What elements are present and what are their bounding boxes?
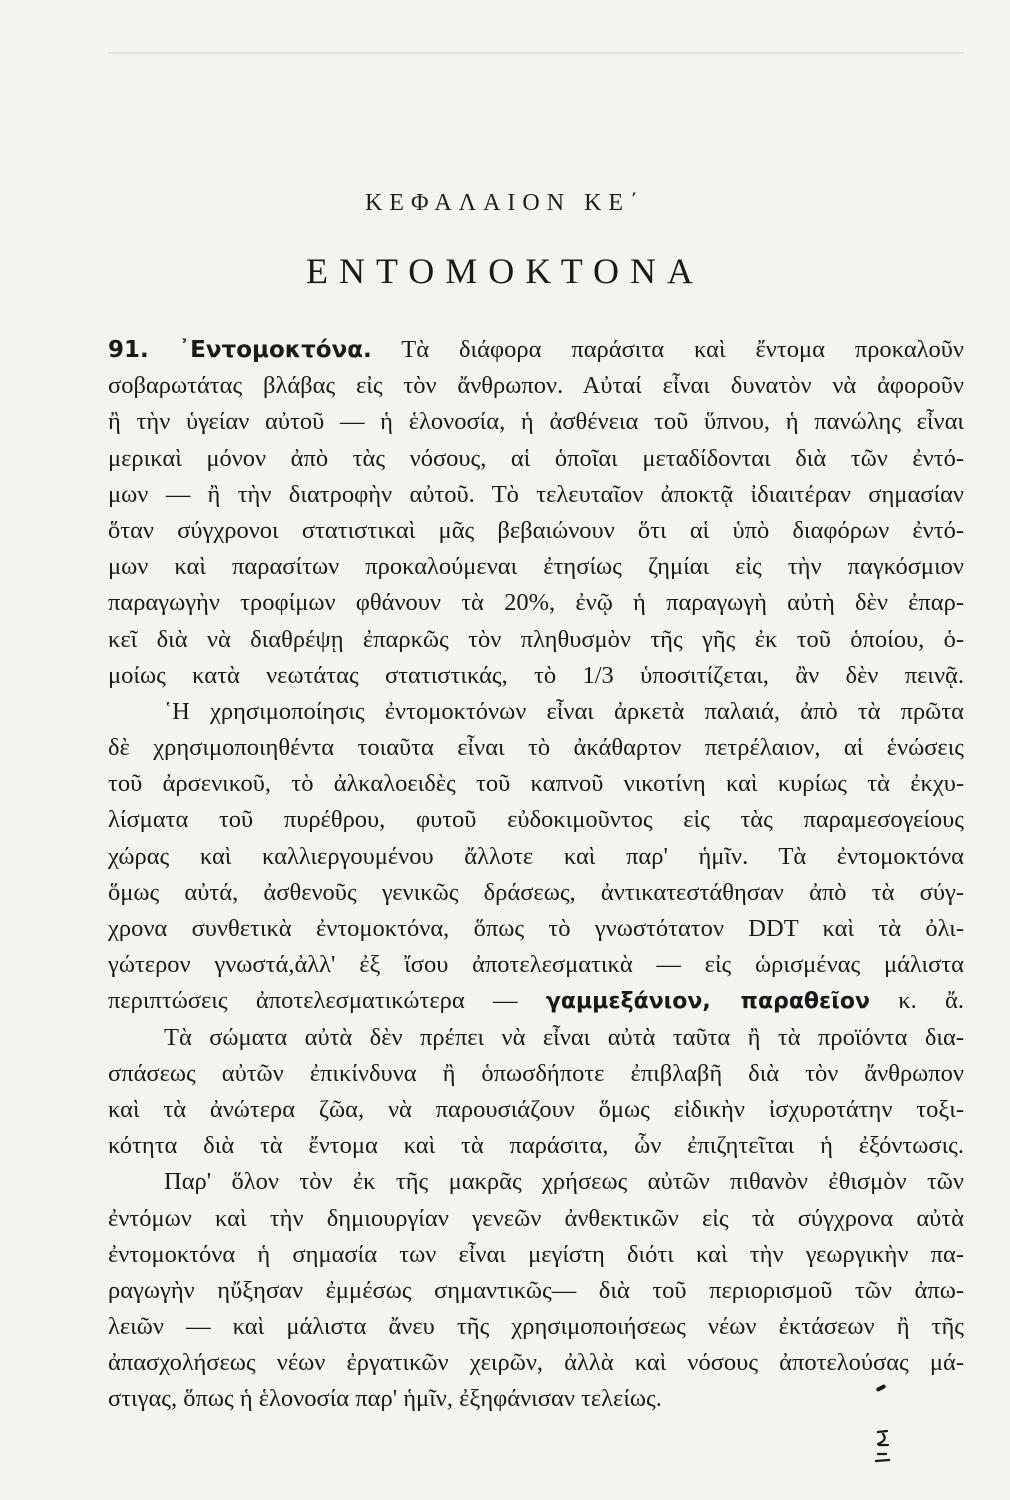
- text-line: γώτερον γνωστά,ἀλλ' ἐξ ἴσου ἀποτελεσματικὰ — εἰς ὡρισμένας μάλιστα: [108, 951, 964, 979]
- text-line: μοίως κατὰ νεωτάτας στατιστικάς, τὸ 1/3 ὑποσιτίζεται, ἂν δὲν πεινᾷ.: [108, 661, 964, 689]
- text-line: ὅμως αὐτά, ἀσθενοῦς γενικῶς δράσεως, ἀντικατεστάθησαν ἀπὸ τὰ σύγ-: [108, 878, 964, 906]
- text-line: δὲ χρησιμοποιηθέντα τοιαῦτα εἶναι τὸ ἀκάθαρτον πετρέλαιον, αἱ ἑνώσεις: [108, 734, 964, 762]
- text-line: ἐντομοκτόνα ἡ σημασία των εἶναι μεγίστη διότι καὶ τὴν γεωργικὴν πα-: [108, 1240, 964, 1268]
- text-line: χρονα συνθετικὰ ἐντομοκτόνα, ὅπως τὸ γνωστότατον DDT καὶ τὰ ὀλι-: [108, 915, 964, 942]
- paragraph-4: [108, 1164, 964, 1417]
- text-line: τοῦ ἀρσενικοῦ, τὸ ἀλκαλοειδὲς τοῦ καπνοῦ νικοτίνη καὶ κυρίως τὰ ἐκχυ-: [108, 770, 964, 798]
- text-line: σοβαρωτάτας βλάβας εἰς τὸν ἄνθρωπον. Αὐταί εἶναι δυνατὸν νὰ ἀφοροῦν: [108, 372, 964, 400]
- section-heading: ᾿Εντομοκτόνα.: [178, 337, 372, 363]
- text-line: στιγας, ὅπως ἡ ἑλονοσία παρ' ἡμῖν, ἐξηφάνισαν τελείως.: [108, 1385, 662, 1413]
- paragraph-1: [108, 332, 964, 694]
- text-line: χώρας καὶ καλλιεργουμένου ἄλλοτε καὶ παρ' ἡμῖν. Τὰ ἐντομοκτόνα: [108, 842, 964, 870]
- chapter-title: ΕΝΤΟΜΟΚΤΟΝΑ: [305, 251, 705, 291]
- bold-terms: γαμμεξάνιον, παραθεῖον: [545, 989, 870, 1015]
- paragraph-1-line-1-text: Τὰ διάφορα παράσιτα καὶ ἔντομα προκαλοῦν: [401, 336, 964, 363]
- text-line: κότητα διὰ τὰ ἔντομα καὶ τὰ παράσιτα, ὧν ἐπιζητεῖται ἡ ἐξόντωσις.: [108, 1132, 964, 1160]
- text-line: λειῶν — καὶ μάλιστα ἄνευ τῆς χρησιμοποιήσεως νέων ἐκτάσεων ἢ τῆς: [108, 1313, 964, 1341]
- handwritten-mark: [872, 1428, 894, 1464]
- text-line: μων — ἢ τὴν διατροφὴν αὐτοῦ. Τὸ τελευταῖον ἀποκτᾷ ἰδιαιτέραν σημασίαν: [108, 480, 964, 508]
- text-line: καὶ τὰ ἀνώτερα ζῶα, νὰ παρουσιάζουν ὅμως εἰδικὴν ἰσχυροτάτην τοξι-: [108, 1095, 964, 1123]
- text-line: ῾Η χρησιμοποίησις ἐντομοκτόνων εἶναι ἀρκετὰ παλαιά, ἀπὸ τὰ πρῶτα: [164, 697, 964, 725]
- text-span: κ. ἄ.: [898, 987, 965, 1015]
- paragraph-1-line-1: [108, 332, 964, 368]
- text-span: περιπτώσεις ἀποτελεσματικώτερα —: [108, 987, 518, 1015]
- text-line: λίσματα τοῦ πυρέθρου, φυτοῦ εὐδοκιμοῦντος εἰς τὰς παραμεσογείους: [108, 806, 964, 834]
- text-line: ὅταν σύγχρονοι στατιστικαὶ μᾶς βεβαιώνουν ὅτι αἱ ὑπὸ διαφόρων ἐντό-: [108, 516, 964, 544]
- chapter-label: ΚΕΦΑΛΑΙΟΝ ΚΕ΄: [364, 190, 646, 216]
- text-line: Τὰ σώματα αὐτὰ δὲν πρέπει νὰ εἶναι αὐτὰ ταῦτα ἢ τὰ προϊόντα δια-: [164, 1023, 964, 1051]
- text-line: μερικαὶ μόνον ἀπὸ τὰς νόσους, αἱ ὁποῖαι μεταδίδονται διὰ τῶν ἐντό-: [108, 444, 964, 472]
- text-line: κεῖ διὰ νὰ διαθρέψῃ ἐπαρκῶς τὸν πληθυσμὸν τῆς γῆς ἐκ τοῦ ὁποίου, ὁ-: [108, 625, 964, 653]
- paragraph-2: [108, 694, 964, 1020]
- text-line: μων καὶ παρασίτων προκαλούμεναι ἐτησίως ζημίαι εἰς τὴν παγκόσμιον: [108, 553, 964, 581]
- section-number: 91.: [108, 337, 149, 363]
- body-text: [108, 332, 964, 1418]
- text-line: ἢ τὴν ὑγείαν αὐτοῦ — ἡ ἑλονοσία, ἡ ἀσθένεια τοῦ ὕπνου, ἡ πανώλης εἶναι: [108, 408, 964, 436]
- paragraph-2-last-line: [108, 983, 964, 1019]
- text-line: ἐντόμων καὶ τὴν δημιουργίαν γενεῶν ἀνθεκτικῶν εἰς τὰ σύγχρονα αὐτὰ: [108, 1204, 964, 1232]
- text-line: παραγωγὴν τροφίμων φθάνουν τὰ 20%, ἐνῷ ἡ παραγωγὴ αὐτὴ δὲν ἐπαρ-: [108, 589, 964, 617]
- paragraph-3: [108, 1020, 964, 1165]
- text-line: ραγωγὴν ηὔξησαν ἐμμέσως σημαντικῶς— διὰ τοῦ περιορισμοῦ τῶν ἀπω-: [108, 1276, 964, 1304]
- text-line: Παρ' ὅλον τὸν ἐκ τῆς μακρᾶς χρήσεως αὐτῶν πιθανὸν ἐθισμὸν τῶν: [164, 1168, 964, 1196]
- text-line: σπάσεως αὐτῶν ἐπικίνδυνα ἢ ὁπωσδήποτε ἐπιβλαβῆ διὰ τὸν ἄνθρωπον: [108, 1059, 964, 1087]
- bleed-through-header-rule: [108, 52, 964, 54]
- text-line: ἀπασχολήσεως νέων ἐργατικῶν χειρῶν, ἀλλὰ καὶ νόσους ἀποτελούσας μά-: [108, 1349, 964, 1377]
